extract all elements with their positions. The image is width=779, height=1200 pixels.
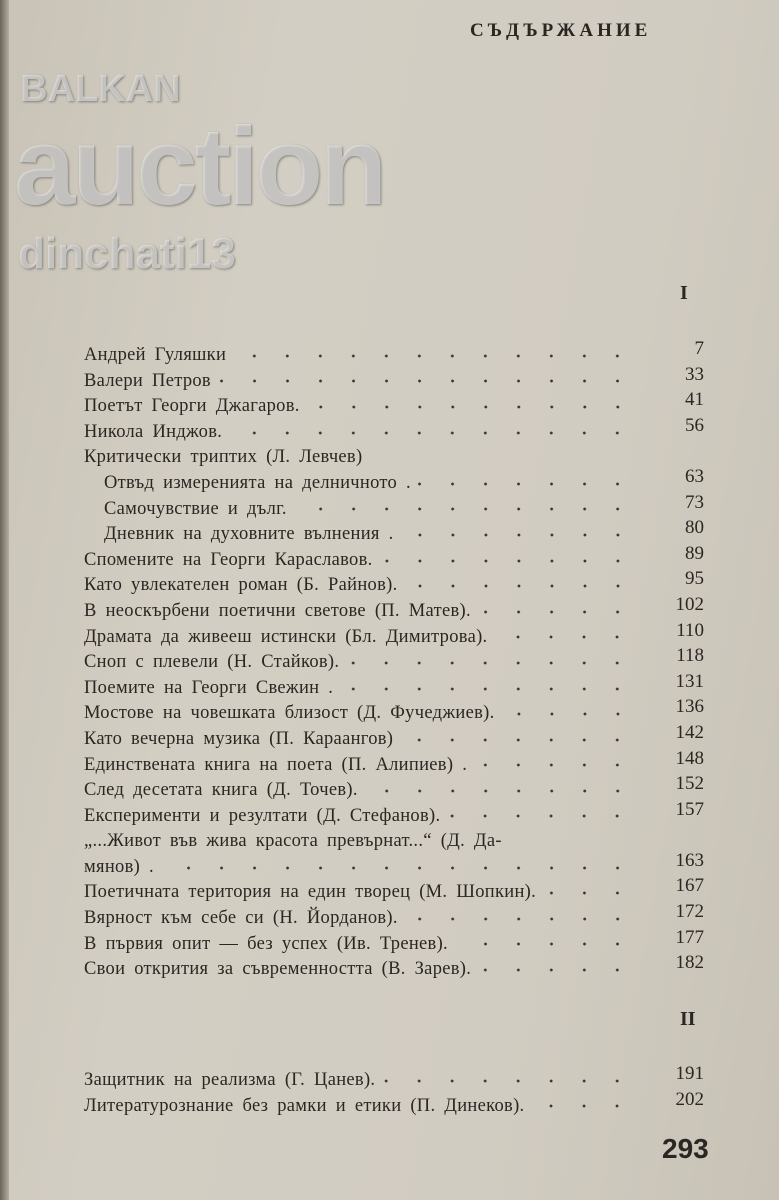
entry-page: 182	[675, 952, 704, 974]
dot-leader	[232, 354, 634, 358]
page-number: 293	[662, 1133, 709, 1164]
toc-entry	[84, 338, 704, 369]
toc-entry	[84, 568, 704, 599]
dot-leader	[368, 456, 634, 460]
entry-title: Вярност към себе си (Н. Йорданов).	[84, 908, 398, 929]
watermark-logo: dinchati13	[18, 229, 236, 278]
dot-leader	[404, 917, 634, 921]
page-title: СЪДЪРЖАНИЕ	[470, 20, 652, 41]
toc-entry	[84, 465, 704, 497]
entry-title: Критически триптих (Л. Левчев)	[84, 447, 363, 468]
entry-page: 177	[675, 926, 704, 948]
dot-leader	[364, 789, 634, 793]
entry-title: Спомените на Георги Караславов.	[84, 549, 373, 570]
dot-leader	[446, 814, 634, 818]
toc-entry	[84, 829, 704, 855]
entry-title: „...Живот във жива красота превърнат...“ (Д. Да-	[84, 831, 502, 852]
toc-entry	[84, 1088, 704, 1120]
book-gutter	[0, 0, 9, 1200]
entry-page: 7	[694, 338, 704, 359]
entry-title: Поетичната територия на един творец (М. Шопкин).	[84, 882, 537, 903]
part-label-2: II	[680, 1008, 696, 1030]
entry-page: 157	[675, 798, 704, 820]
entry-title: Експерименти и резултати (Д. Стефанов).	[84, 805, 441, 826]
entry-title: Отвъд измеренията на делничното .	[104, 472, 411, 493]
toc-entry	[84, 645, 704, 676]
dot-leader	[339, 687, 634, 691]
dot-leader	[542, 891, 634, 895]
toc-entry	[84, 1063, 704, 1094]
entry-title: В неоскърбени поетични светове (П. Матев).	[84, 600, 471, 621]
entry-title: Като увлекателен роман (Б. Райнов).	[84, 575, 398, 596]
toc-entry	[84, 363, 704, 395]
dot-leader	[400, 533, 634, 537]
entry-page: 148	[675, 747, 704, 769]
toc-entry	[84, 926, 704, 958]
toc-part-1	[84, 338, 704, 983]
toc-entry	[84, 593, 704, 625]
entry-title: Валери Петров	[84, 370, 211, 391]
entry-page: 142	[675, 721, 704, 743]
entry-title: Драмата да живееш истински (Бл. Димитрова).	[84, 626, 488, 647]
dot-leader	[381, 1079, 634, 1083]
entry-title: Андрей Гуляшки	[84, 345, 227, 365]
entry-title: В първия опит — без успех (Ив. Тренев).	[84, 933, 448, 954]
toc-part-2	[84, 1063, 704, 1119]
toc-entry	[84, 619, 704, 651]
dot-leader	[379, 559, 634, 563]
toc-entry	[84, 696, 704, 727]
entry-page: 172	[675, 901, 704, 923]
entry-title: Дневник на духовните вълнения .	[104, 524, 394, 545]
entry-page: 63	[685, 465, 704, 487]
entry-page: 110	[676, 619, 704, 641]
dot-leader	[404, 584, 634, 588]
entry-title: Самочувствие и дълг.	[104, 498, 287, 519]
toc-entry	[84, 542, 704, 574]
entry-page: 89	[685, 542, 704, 564]
entry-title: Единствената книга на поета (П. Алипиев) .	[84, 754, 468, 775]
dot-leader	[473, 763, 634, 767]
toc-entry	[84, 901, 704, 932]
entry-page: 191	[675, 1063, 704, 1084]
entry-title: Свои открития за съвременността (В. Зарев).	[84, 959, 472, 980]
dot-leader	[293, 507, 634, 511]
entry-title: Мостове на човешката близост (Д. Фучеджиев).	[84, 703, 495, 724]
entry-page: 136	[675, 696, 704, 718]
entry-title: Като вечерна музика (П. Караангов)	[84, 728, 394, 749]
entry-page: 73	[685, 491, 704, 513]
toc-entry	[84, 773, 704, 804]
toc-entry	[84, 414, 704, 446]
entry-title: Никола Инджов.	[84, 421, 223, 442]
dot-leader	[399, 738, 634, 742]
dot-leader	[477, 610, 634, 614]
toc-entry	[84, 798, 704, 830]
toc-entry	[84, 389, 704, 420]
entry-page: 102	[675, 593, 704, 615]
toc-entry	[84, 670, 704, 702]
dot-leader	[501, 712, 634, 716]
entry-title: Поемите на Георги Свежин .	[84, 677, 334, 698]
dot-leader	[493, 635, 634, 639]
dot-leader	[508, 840, 634, 844]
watermark-logo: BALKAN	[20, 68, 181, 110]
entry-title: Поетът Георги Джагаров.	[84, 396, 300, 417]
entry-page: 167	[675, 875, 704, 897]
entry-title: След десетата книга (Д. Точев).	[84, 780, 358, 801]
toc-entry	[84, 517, 704, 548]
entry-page: 80	[685, 517, 704, 539]
dot-leader	[228, 431, 634, 435]
dot-leader	[306, 405, 634, 409]
dot-leader	[454, 942, 634, 946]
dot-leader	[530, 1104, 634, 1108]
dot-leader	[345, 661, 634, 665]
watermark-logo: auction	[14, 105, 385, 228]
entry-page: 33	[685, 363, 704, 385]
entry-page: 56	[685, 414, 704, 436]
toc-entry	[84, 445, 704, 471]
entry-title: мянов) .	[84, 856, 154, 877]
toc-entry	[84, 747, 704, 779]
entry-page: 163	[675, 849, 704, 871]
entry-page: 118	[676, 645, 704, 667]
entry-title: Литературознание без рамки и етики (П. Динеков).	[84, 1095, 525, 1116]
toc-entry	[84, 952, 704, 983]
part-label-1: I	[680, 282, 688, 304]
entry-page: 202	[675, 1088, 704, 1110]
entry-page: 41	[685, 389, 704, 411]
toc-entry	[84, 721, 704, 753]
dot-leader	[160, 866, 634, 870]
entry-title: Защитник на реализма (Г. Цанев).	[84, 1070, 376, 1090]
entry-title: Сноп с плевели (Н. Стайков).	[84, 652, 340, 673]
entry-page: 152	[675, 773, 704, 795]
entry-page: 95	[685, 568, 704, 590]
toc-entry	[84, 875, 704, 906]
toc-entry	[84, 491, 704, 523]
dot-leader	[417, 482, 634, 486]
dot-leader	[217, 379, 634, 383]
entry-page: 131	[675, 670, 704, 692]
toc-entry	[84, 849, 704, 881]
dot-leader	[477, 968, 634, 972]
